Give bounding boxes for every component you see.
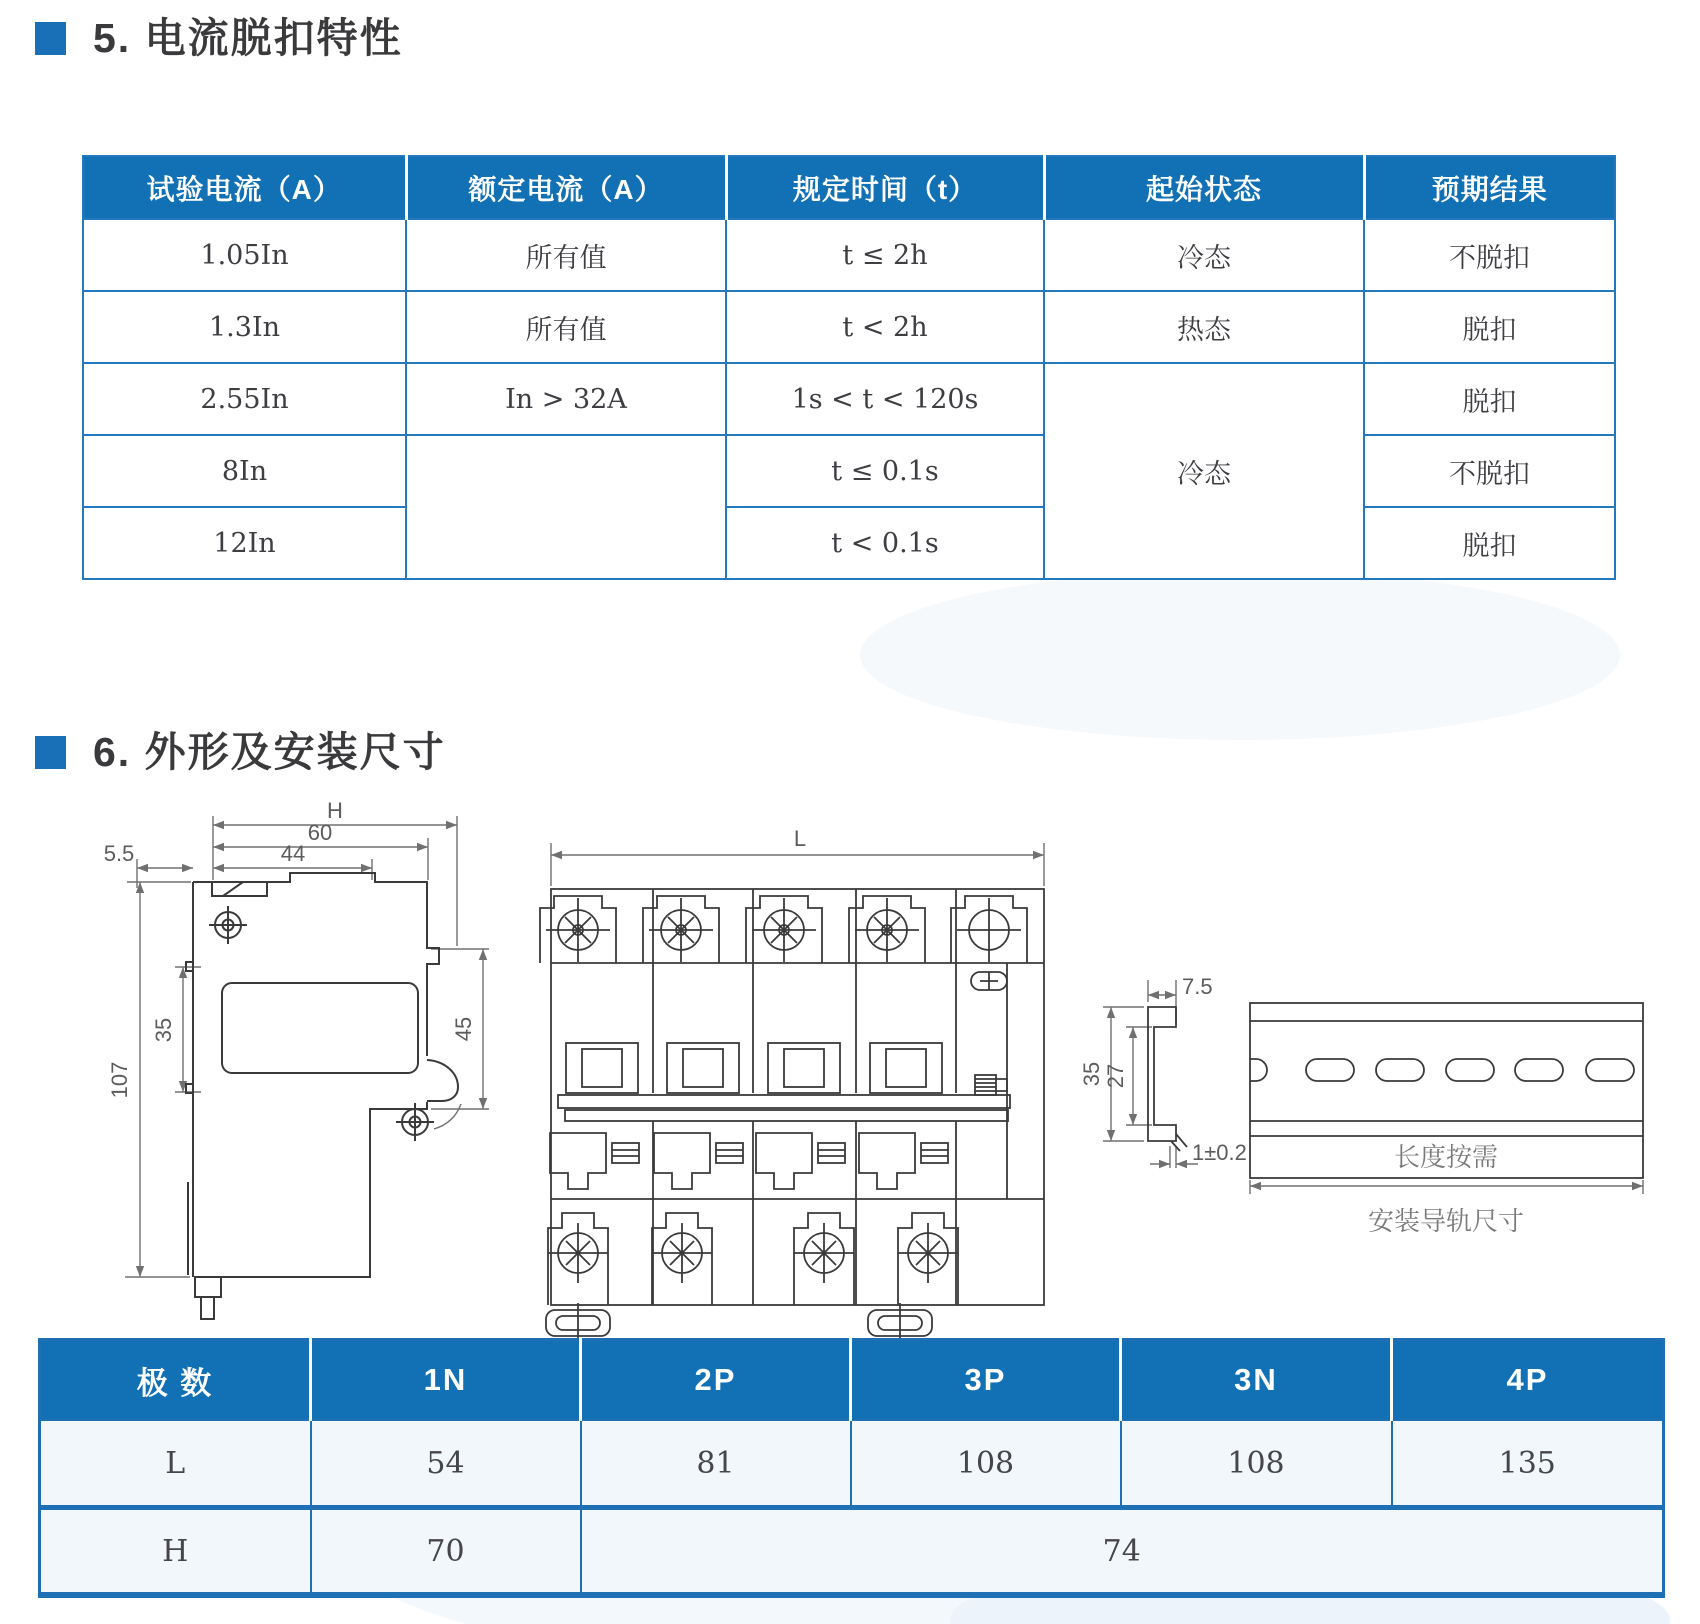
dim-label-27: 27 xyxy=(1103,1063,1128,1089)
table-cell: t ≤ 2h xyxy=(726,219,1044,291)
dim-label-107: 107 xyxy=(107,1061,132,1099)
toggle-handle xyxy=(427,1060,458,1101)
front-view-drawing xyxy=(492,758,1052,1340)
header-row xyxy=(40,1340,1664,1421)
table-cell: 所有值 xyxy=(406,291,726,363)
col-header-2p: 2P xyxy=(581,1340,851,1421)
table-cell: 1.05In xyxy=(83,219,406,291)
table-cell: t < 0.1s xyxy=(726,507,1044,579)
dimension-lines xyxy=(125,816,489,1277)
terminal-screw-icon xyxy=(546,898,610,962)
table-row-l xyxy=(40,1420,1664,1508)
breaker-front-outline xyxy=(540,889,1044,1340)
table-row xyxy=(83,435,1615,507)
dim-label-thickness: 1±0.2 xyxy=(1192,1140,1247,1165)
table-cell: 不脱扣 xyxy=(1364,219,1615,291)
table-cell: 脱扣 xyxy=(1364,363,1615,435)
terminal-screw-icon xyxy=(752,898,816,962)
table-cell: 135 xyxy=(1392,1420,1664,1508)
dim-label-h: H xyxy=(327,798,343,823)
breaker-side-outline xyxy=(186,873,458,1319)
table-cell: t < 2h xyxy=(726,291,1044,363)
rail-slot xyxy=(1586,1059,1634,1081)
dim-label-35: 35 xyxy=(1079,1061,1104,1087)
col-header-3n: 3N xyxy=(1121,1340,1392,1421)
table-cell: 所有值 xyxy=(406,219,726,291)
row-label: L xyxy=(40,1420,311,1508)
col-header-initial-state: 起始状态 xyxy=(1044,156,1364,219)
table-row-h xyxy=(40,1508,1664,1596)
section-bullet-icon xyxy=(35,22,66,55)
screw-icon xyxy=(209,906,247,944)
din-rail-drawing xyxy=(1030,968,1690,1260)
col-header-1n: 1N xyxy=(311,1340,581,1421)
col-header-expected-result: 预期结果 xyxy=(1364,156,1615,219)
table-cell: 12In xyxy=(83,507,406,579)
section6-title: 6. 外形及安装尺寸 xyxy=(93,729,446,775)
table-cell: 54 xyxy=(311,1420,581,1508)
din-clip xyxy=(868,1303,932,1340)
dim-label-7-5: 7.5 xyxy=(1182,974,1213,999)
side-view-drawing xyxy=(65,770,495,1330)
watermark-blob xyxy=(860,570,1620,740)
rail-slot xyxy=(1515,1059,1563,1081)
table-cell: In > 32A xyxy=(406,363,726,435)
rail-cross-section xyxy=(1148,1007,1176,1141)
col-header-poles: 极 数 xyxy=(40,1340,311,1421)
col-header-test-current: 试验电流（A） xyxy=(83,156,406,219)
table-row xyxy=(83,219,1615,291)
table-cell: 2.55In xyxy=(83,363,406,435)
table-row xyxy=(83,363,1615,435)
test-label-oval xyxy=(971,972,1007,990)
table-cell: 1s < t < 120s xyxy=(726,363,1044,435)
section5-title: 5. 电流脱扣特性 xyxy=(93,15,403,61)
dim-label-44: 44 xyxy=(280,841,306,866)
table-cell: t ≤ 0.1s xyxy=(726,435,1044,507)
trip-characteristics-table xyxy=(82,155,1616,580)
rail-slot xyxy=(1446,1059,1494,1081)
dim-label-35: 35 xyxy=(151,1017,176,1043)
din-clip xyxy=(546,1303,610,1340)
section6-header xyxy=(35,730,446,775)
table-cell: 热态 xyxy=(1044,291,1364,363)
dim-label-45: 45 xyxy=(451,1016,476,1042)
table-cell-merged-empty xyxy=(406,435,726,579)
table-cell-merged-cold-state: 冷态 xyxy=(1044,363,1364,579)
rail-caption: 安装导轨尺寸 xyxy=(1367,1206,1525,1236)
terminal-screw-icon xyxy=(855,898,919,962)
table-cell: 70 xyxy=(311,1508,581,1596)
table-cell: 冷态 xyxy=(1044,219,1364,291)
col-header-rated-current: 额定电流（A） xyxy=(406,156,726,219)
table-cell: 脱扣 xyxy=(1364,507,1615,579)
hatched-element xyxy=(975,1075,1007,1095)
section5-header xyxy=(35,16,403,61)
table-cell: 脱扣 xyxy=(1364,291,1615,363)
pole-dimensions-table xyxy=(38,1338,1665,1598)
table-cell-merged: 74 xyxy=(581,1508,1664,1596)
col-header-4p: 4P xyxy=(1392,1340,1664,1421)
header-row xyxy=(83,156,1615,219)
table-cell: 不脱扣 xyxy=(1364,435,1615,507)
table-row xyxy=(83,507,1615,579)
table-cell: 108 xyxy=(851,1420,1121,1508)
dim-label-length: 长度按需 xyxy=(1393,1142,1499,1172)
row-label: H xyxy=(40,1508,311,1596)
col-header-3p: 3P xyxy=(851,1340,1121,1421)
section-bullet-icon xyxy=(35,736,66,769)
table-row xyxy=(83,291,1615,363)
label-window xyxy=(222,983,418,1073)
table-cell: 8In xyxy=(83,435,406,507)
dim-label-l: L xyxy=(793,826,807,851)
rail-slot xyxy=(1306,1059,1354,1081)
handle-tie-bar xyxy=(558,1095,1010,1108)
terminal-screw-icon xyxy=(649,898,713,962)
table-cell: 1.3In xyxy=(83,291,406,363)
table-cell: 108 xyxy=(1121,1420,1392,1508)
dim-label-60: 60 xyxy=(307,820,333,845)
table-cell: 81 xyxy=(581,1420,851,1508)
col-header-time: 规定时间（t） xyxy=(726,156,1044,219)
dim-label-5-5: 5.5 xyxy=(103,841,135,866)
rail-slot xyxy=(1376,1059,1424,1081)
plain-screw-icon xyxy=(957,898,1021,962)
